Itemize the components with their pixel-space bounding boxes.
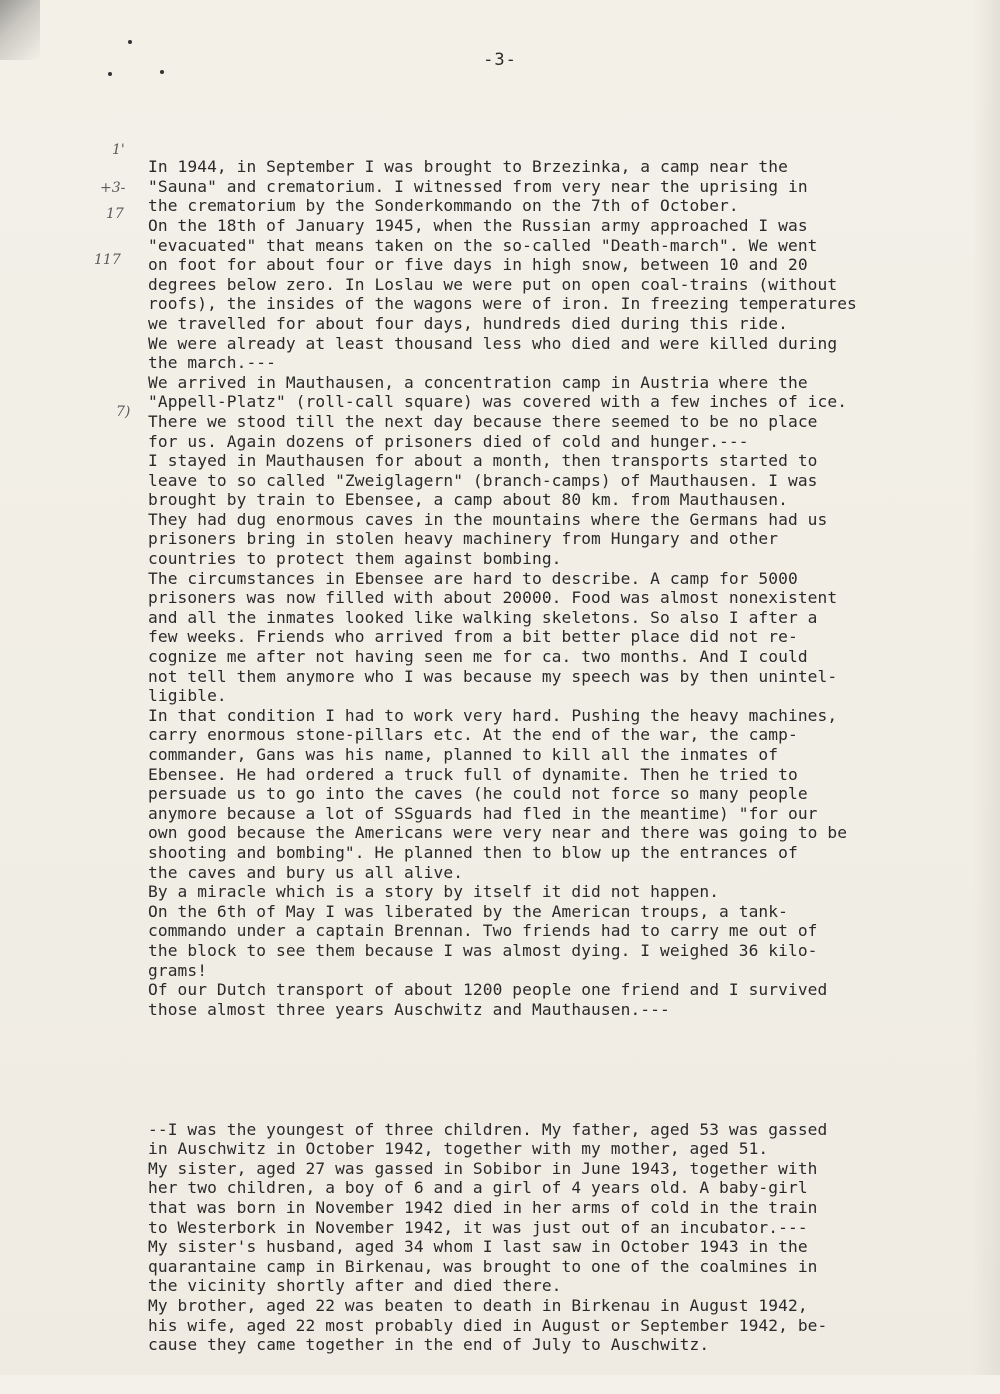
text-line: We were already at least thousand less who died and were killed during [148, 333, 838, 353]
text-line: commando under a captain Brennan. Two friends had to carry me out of [148, 921, 818, 941]
paragraph-family [148, 1120, 978, 1355]
text-line: "Appell-Platz" (roll-call square) was covered with a few inches of ice. [148, 392, 848, 412]
text-line: the march.--- [148, 353, 276, 373]
text-line: By a miracle which is a story by itself it did not happen. [148, 882, 720, 902]
text-line: we travelled for about four days, hundreds died during this ride. [148, 313, 788, 333]
text-line: In that condition I had to work very hard. Pushing the heavy machines, [148, 705, 838, 725]
text-line: There we stood till the next day because there seemed to be no place [148, 411, 818, 431]
ink-dot [160, 70, 164, 74]
text-line: "Sauna" and crematorium. I witnessed from very near the uprising in [148, 176, 808, 196]
text-line: grams! [148, 960, 208, 980]
text-line: not tell them anymore who I was because my speech was by then unintel- [148, 666, 838, 686]
text-line: On the 6th of May I was liberated by the American troups, a tank- [148, 901, 788, 921]
text-line: My brother, aged 22 was beaten to death in Birkenau in August 1942, [148, 1296, 808, 1316]
text-line: prisoners bring in stolen heavy machinery from Hungary and other [148, 529, 779, 549]
text-line: --I was the youngest of three children. My father, aged 53 was gassed [148, 1119, 828, 1139]
text-line: In 1944, in September I was brought to Brzezinka, a camp near the [148, 157, 788, 177]
text-line: prisoners was now filled with about 20000. Food was almost nonexistent [148, 588, 838, 608]
typed-text [148, 118, 978, 1394]
text-line: carry enormous stone-pillars etc. At the end of the war, the camp- [148, 725, 798, 745]
text-line: her two children, a boy of 6 and a girl of 4 years old. A baby-girl [148, 1178, 808, 1198]
text-line: persuade us to go into the caves (he could not force so many people [148, 784, 808, 804]
text-line: for us. Again dozens of prisoners died of cold and hunger.--- [148, 431, 749, 451]
margin-mark: 17 [106, 206, 124, 222]
text-line: those almost three years Auschwitz and Mauthausen.--- [148, 999, 670, 1019]
text-line: anymore because a lot of SSguards had fled in the meantime) "for our [148, 803, 818, 823]
text-line: on foot for about four or five days in high snow, between 10 and 20 [148, 255, 808, 275]
margin-mark: +3- [100, 180, 126, 196]
text-line: roofs), the insides of the wagons were of iron. In freezing temperatures [148, 294, 857, 314]
ink-dot [108, 72, 112, 76]
text-line: the crematorium by the Sonderkommando on the 7th of October. [148, 196, 739, 216]
margin-mark: 7) [116, 404, 131, 420]
paragraph-camps [148, 157, 978, 1019]
text-line: that was born in November 1942 died in her arms of cold in the train [148, 1198, 818, 1218]
text-line: We arrived in Mauthausen, a concentration camp in Austria where the [148, 372, 808, 392]
ink-dot [128, 40, 132, 44]
text-line: the block to see them because I was almost dying. I weighed 36 kilo- [148, 940, 818, 960]
text-line: brought by train to Ebensee, a camp about 80 km. from Mauthausen. [148, 490, 788, 510]
text-line: The circumstances in Ebensee are hard to describe. A camp for 5000 [148, 568, 798, 588]
text-line: few weeks. Friends who arrived from a bit better place did not re- [148, 627, 798, 647]
text-line: leave to so called "Zweiglagern" (branch-camps) of Mauthausen. I was [148, 470, 818, 490]
text-line: My sister, aged 27 was gassed in Sobibor in June 1943, together with [148, 1158, 818, 1178]
text-line: in Auschwitz in October 1942, together with my mother, aged 51. [148, 1139, 769, 1159]
text-line: the vicinity shortly after and died there. [148, 1276, 562, 1296]
text-line: to Westerbork in November 1942, it was just out of an incubator.--- [148, 1217, 808, 1237]
text-line: My sister's husband, aged 34 whom I last saw in October 1943 in the [148, 1237, 808, 1257]
text-line: commander, Gans was his name, planned to kill all the inmates of [148, 745, 779, 764]
text-line: "evacuated" that means taken on the so-called "Death-march". We went [148, 235, 818, 255]
text-line: cause they came together in the end of July to Auschwitz. [148, 1335, 710, 1355]
page-number: -3- [483, 50, 517, 70]
text-line: I stayed in Mauthausen for about a month, then transports started to [148, 451, 818, 471]
text-line: degrees below zero. In Loslau we were put on open coal-trains (without [148, 274, 838, 294]
text-line: his wife, aged 22 most probably died in August or September 1942, be- [148, 1315, 828, 1335]
text-line: shooting and bombing". He planned then to blow up the entrances of [148, 842, 798, 862]
text-line: cognize me after not having seen me for ca. two months. And I could [148, 647, 808, 667]
margin-mark: 1' [112, 142, 125, 158]
text-line: Ebensee. He had ordered a truck full of dynamite. Then he tried to [148, 764, 798, 784]
text-line: On the 18th of January 1945, when the Russian army approached I was [148, 215, 808, 235]
text-line: ligible. [148, 686, 227, 706]
text-line: quarantaine camp in Birkenau, was brought to one of the coalmines in [148, 1256, 818, 1276]
text-line: the caves and bury us all alive. [148, 862, 464, 882]
text-line: and all the inmates looked like walking skeletons. So also I after a [148, 607, 818, 627]
margin-mark: 117 [94, 252, 121, 268]
text-line: own good because the Americans were very near and there was going to be [148, 823, 848, 843]
text-line: Of our Dutch transport of about 1200 people one friend and I survived [148, 980, 828, 1000]
text-line: countries to protect them against bombing. [148, 549, 562, 569]
text-line: They had dug enormous caves in the mountains where the Germans had us [148, 509, 828, 529]
